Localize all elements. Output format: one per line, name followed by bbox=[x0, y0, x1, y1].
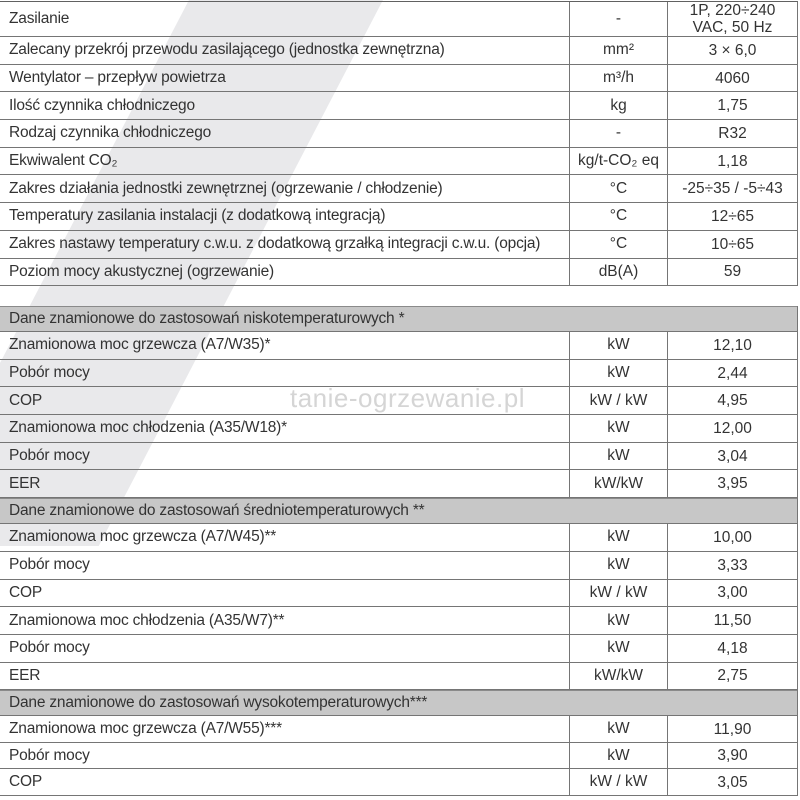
unit-cell: °C bbox=[569, 231, 667, 258]
table-row bbox=[0, 663, 797, 691]
table-row bbox=[0, 92, 797, 120]
table-row bbox=[0, 743, 797, 770]
value-cell: 3,04 bbox=[667, 443, 797, 470]
param-label: Pobór mocy bbox=[9, 364, 90, 382]
unit-cell: kW bbox=[569, 415, 667, 442]
value-cell: 4,95 bbox=[667, 387, 797, 414]
rated-performance-table bbox=[0, 306, 798, 796]
unit-cell: kg/t-CO₂ eq bbox=[569, 148, 667, 175]
param-label: Zalecany przekrój przewodu zasilającego (jednostka zewnętrzna) bbox=[9, 41, 445, 59]
param-label: COP bbox=[9, 583, 42, 601]
param-label: EER bbox=[9, 666, 41, 684]
table-row bbox=[0, 769, 797, 796]
param-label: Ekwiwalent CO₂ bbox=[9, 152, 118, 170]
value-cell: 3,05 bbox=[667, 769, 797, 795]
unit-cell: °C bbox=[569, 203, 667, 230]
unit-cell: kW bbox=[569, 635, 667, 662]
unit-cell: kW/kW bbox=[569, 663, 667, 690]
unit-cell: - bbox=[569, 2, 667, 36]
unit-cell: m³/h bbox=[569, 65, 667, 92]
table-row bbox=[0, 259, 797, 287]
unit-cell: kg bbox=[569, 92, 667, 119]
table-row bbox=[0, 716, 797, 743]
table-row bbox=[0, 635, 797, 663]
value-cell: 12,00 bbox=[667, 415, 797, 442]
unit-cell: kW bbox=[569, 552, 667, 579]
table-row bbox=[0, 203, 797, 231]
section-header: Dane znamionowe do zastosowań niskotemperaturowych * bbox=[0, 306, 797, 332]
value-cell: 3 × 6,0 bbox=[667, 37, 797, 64]
param-label: Wentylator – przepływ powietrza bbox=[9, 69, 226, 87]
param-label: Poziom mocy akustycznej (ogrzewanie) bbox=[9, 262, 275, 280]
table-row bbox=[0, 120, 797, 148]
value-cell: 10÷65 bbox=[667, 231, 797, 258]
table-row bbox=[0, 175, 797, 203]
param-label: Znamionowa moc chłodzenia (A35/W18)* bbox=[9, 419, 287, 437]
value-cell: 11,90 bbox=[667, 716, 797, 742]
table-row bbox=[0, 443, 797, 471]
param-label: Ilość czynnika chłodniczego bbox=[9, 96, 195, 114]
table-row bbox=[0, 470, 797, 498]
spec-section bbox=[0, 498, 797, 690]
param-label: Znamionowa moc grzewcza (A7/W35)* bbox=[9, 336, 271, 354]
table-row bbox=[0, 332, 797, 360]
section-header: Dane znamionowe do zastosowań średniotemperaturowych ** bbox=[0, 498, 797, 524]
unit-cell: dB(A) bbox=[569, 259, 667, 286]
value-cell: R32 bbox=[667, 120, 797, 147]
unit-cell: - bbox=[569, 120, 667, 147]
param-label: Rodzaj czynnika chłodniczego bbox=[9, 124, 212, 142]
spec-section bbox=[0, 306, 797, 498]
unit-cell: kW/kW bbox=[569, 470, 667, 497]
spec-section bbox=[0, 690, 797, 796]
param-label: Zasilanie bbox=[9, 10, 70, 27]
value-cell: 1P, 220÷240 VAC, 50 Hz bbox=[667, 2, 797, 36]
param-label: Znamionowa moc chłodzenia (A35/W7)** bbox=[9, 611, 285, 629]
general-spec-table bbox=[0, 1, 798, 286]
table-row bbox=[0, 552, 797, 580]
table-row bbox=[0, 37, 797, 65]
value-cell: 11,50 bbox=[667, 607, 797, 634]
param-label: Znamionowa moc grzewcza (A7/W45)** bbox=[9, 528, 277, 546]
unit-cell: kW bbox=[569, 524, 667, 551]
unit-cell: kW bbox=[569, 443, 667, 470]
unit-cell: kW / kW bbox=[569, 580, 667, 607]
value-cell: 3,95 bbox=[667, 470, 797, 497]
param-label: Pobór mocy bbox=[9, 556, 90, 574]
unit-cell: kW bbox=[569, 716, 667, 742]
value-cell: 1,75 bbox=[667, 92, 797, 119]
table-row bbox=[0, 387, 797, 415]
param-label: Temperatury zasilania instalacji (z dodatkową integracją) bbox=[9, 207, 386, 225]
value-cell: 3,33 bbox=[667, 552, 797, 579]
unit-cell: kW bbox=[569, 607, 667, 634]
table-row bbox=[0, 231, 797, 259]
watermark-text: tanie-ogrzewanie.pl bbox=[290, 383, 525, 413]
value-cell: 3,90 bbox=[667, 743, 797, 769]
value-cell: 12÷65 bbox=[667, 203, 797, 230]
param-label: Pobór mocy bbox=[9, 746, 90, 764]
value-cell: -25÷35 / -5÷43 bbox=[667, 175, 797, 202]
section-header: Dane znamionowe do zastosowań wysokotemperaturowych*** bbox=[0, 690, 797, 716]
param-label: Zakres działania jednostki zewnętrznej (ogrzewanie / chłodzenie) bbox=[9, 179, 443, 197]
unit-cell: kW / kW bbox=[569, 769, 667, 795]
value-cell: 4060 bbox=[667, 65, 797, 92]
unit-cell: mm² bbox=[569, 37, 667, 64]
value-cell: 10,00 bbox=[667, 524, 797, 551]
param-label: Zakres nastawy temperatury c.w.u. z dodatkową grzałką integracji c.w.u. (opcja) bbox=[9, 235, 541, 253]
param-label: Pobór mocy bbox=[9, 639, 90, 657]
value-cell: 12,10 bbox=[667, 332, 797, 359]
unit-cell: kW bbox=[569, 332, 667, 359]
table-row bbox=[0, 2, 797, 37]
value-cell: 2,75 bbox=[667, 663, 797, 690]
unit-cell: °C bbox=[569, 175, 667, 202]
param-label: EER bbox=[9, 474, 41, 492]
param-label: Znamionowa moc grzewcza (A7/W55)*** bbox=[9, 720, 282, 738]
unit-cell: kW bbox=[569, 743, 667, 769]
table-row bbox=[0, 607, 797, 635]
unit-cell: kW / kW bbox=[569, 387, 667, 414]
table-row bbox=[0, 580, 797, 608]
value-cell: 4,18 bbox=[667, 635, 797, 662]
value-cell: 59 bbox=[667, 259, 797, 286]
param-label: COP bbox=[9, 391, 42, 409]
value-cell: 2,44 bbox=[667, 360, 797, 387]
table-row bbox=[0, 148, 797, 176]
table-row bbox=[0, 524, 797, 552]
value-cell: 1,18 bbox=[667, 148, 797, 175]
unit-cell: kW bbox=[569, 360, 667, 387]
table-row bbox=[0, 65, 797, 93]
param-label: COP bbox=[9, 773, 42, 791]
value-cell: 3,00 bbox=[667, 580, 797, 607]
param-label: Pobór mocy bbox=[9, 447, 90, 465]
table-row bbox=[0, 415, 797, 443]
table-row bbox=[0, 360, 797, 388]
